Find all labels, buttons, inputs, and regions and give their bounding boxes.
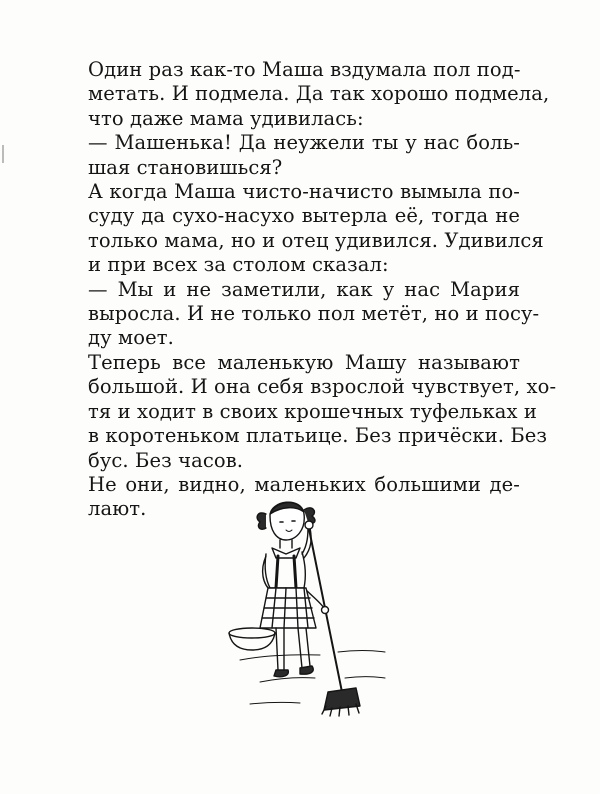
text-line: суду да сухо-насухо вытерла её, тогда не (88, 204, 520, 228)
story-text (88, 58, 557, 522)
text-line: — Мы и не заметили, как у нас Мария (88, 277, 520, 301)
text-line: тя и ходит в своих крошечных туфельках и (88, 399, 537, 423)
text-line: метать. И подмела. Да так хорошо подмела, (88, 82, 550, 106)
text-line: что даже мама удивилась: (88, 106, 364, 130)
girl-sweeping-floor-icon (220, 492, 390, 727)
text-line: Не они, видно, маленьких большими де- (88, 472, 520, 496)
text-line: бус. Без часов. (88, 448, 244, 472)
text-line: Теперь все маленькую Машу называют (88, 350, 520, 374)
text-line: — Машенька! Да неужели ты у нас боль- (88, 131, 520, 155)
text-line: только мама, но и отец удивился. Удивился (88, 228, 544, 252)
text-line: А когда Маша чисто-начисто вымыла по- (88, 180, 520, 204)
text-line: Один раз как-то Маша вздумала пол под- (88, 58, 521, 81)
text-line: большой. И она себя взрослой чувствует, хо- (88, 375, 557, 399)
text-line: ду моет. (88, 326, 174, 350)
text-line: выросла. И не только пол метёт, но и посу- (88, 302, 540, 326)
text-line: шая становишься? (88, 155, 283, 179)
text-line: и при всех за столом сказал: (88, 253, 389, 277)
text-line: лают. (88, 497, 147, 521)
text-line: в коротеньком платьице. Без причёски. Без (88, 424, 548, 448)
page-margin-mark (2, 145, 4, 163)
